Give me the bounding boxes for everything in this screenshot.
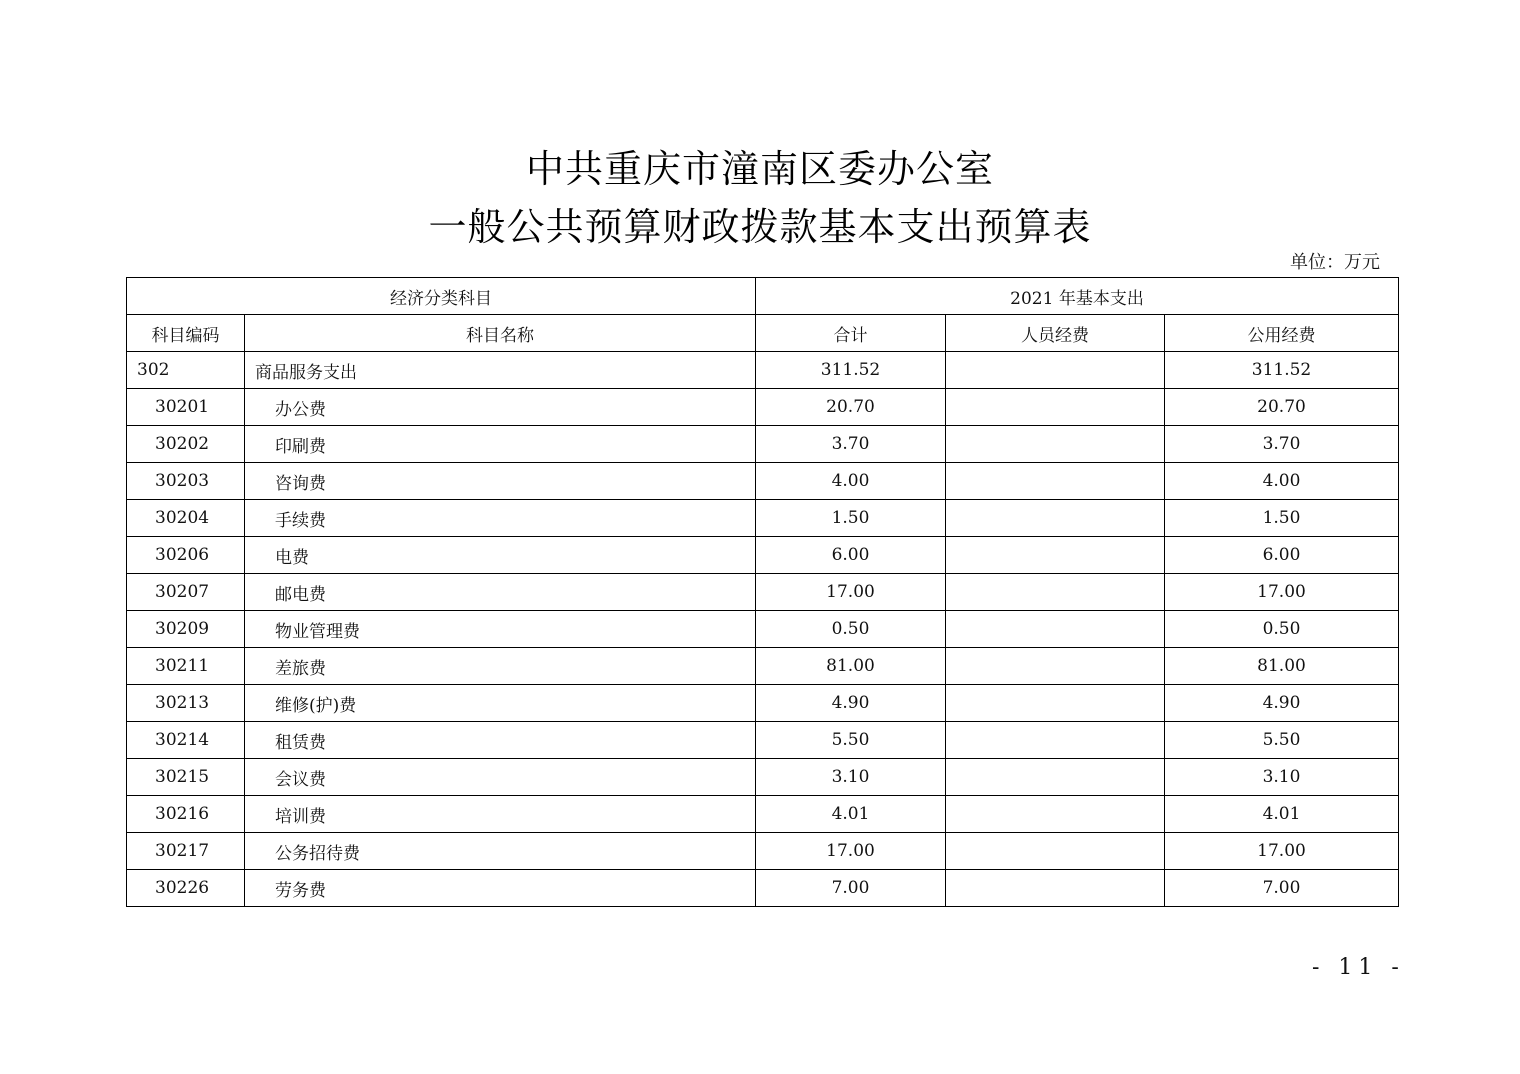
cell-name: 公务招待费 [245,833,756,870]
cell-public: 17.00 [1165,833,1399,870]
header-personnel: 人员经费 [946,315,1165,352]
cell-public: 6.00 [1165,537,1399,574]
cell-code: 30206 [127,537,245,574]
cell-public: 0.50 [1165,611,1399,648]
table-row [127,722,1399,759]
cell-code: 30203 [127,463,245,500]
cell-public: 4.90 [1165,685,1399,722]
table-row [127,389,1399,426]
cell-total: 6.00 [756,537,946,574]
table-row [127,870,1399,907]
cell-public: 311.52 [1165,352,1399,389]
cell-code: 30216 [127,796,245,833]
cell-public: 3.10 [1165,759,1399,796]
cell-public: 5.50 [1165,722,1399,759]
cell-total: 3.70 [756,426,946,463]
cell-name: 邮电费 [245,574,756,611]
cell-personnel [946,648,1165,685]
cell-name: 物业管理费 [245,611,756,648]
cell-name: 劳务费 [245,870,756,907]
cell-code: 302 [127,352,245,389]
header-public: 公用经费 [1165,315,1399,352]
cell-personnel [946,389,1165,426]
table-row [127,833,1399,870]
cell-code: 30214 [127,722,245,759]
cell-total: 17.00 [756,574,946,611]
cell-total: 4.90 [756,685,946,722]
header-name: 科目名称 [245,315,756,352]
cell-code: 30202 [127,426,245,463]
cell-code: 30213 [127,685,245,722]
group-header-2021: 2021 年基本支出 [756,278,1399,315]
table-row [127,648,1399,685]
cell-total: 5.50 [756,722,946,759]
cell-code: 30217 [127,833,245,870]
cell-personnel [946,796,1165,833]
cell-public: 4.00 [1165,463,1399,500]
header-total: 合计 [756,315,946,352]
cell-total: 1.50 [756,500,946,537]
cell-public: 81.00 [1165,648,1399,685]
cell-name: 会议费 [245,759,756,796]
cell-code: 30204 [127,500,245,537]
column-header-row [127,315,1399,352]
cell-name: 维修(护)费 [245,685,756,722]
cell-name: 差旅费 [245,648,756,685]
cell-name: 电费 [245,537,756,574]
cell-name: 手续费 [245,500,756,537]
cell-personnel [946,611,1165,648]
table-row [127,574,1399,611]
cell-total: 81.00 [756,648,946,685]
cell-total: 4.01 [756,796,946,833]
cell-personnel [946,574,1165,611]
table-row [127,537,1399,574]
cell-code: 30215 [127,759,245,796]
table-row [127,500,1399,537]
cell-total: 4.00 [756,463,946,500]
cell-personnel [946,500,1165,537]
table-row [127,685,1399,722]
cell-public: 17.00 [1165,574,1399,611]
cell-code: 30201 [127,389,245,426]
cell-personnel [946,685,1165,722]
cell-personnel [946,870,1165,907]
cell-total: 0.50 [756,611,946,648]
group-header-row [127,278,1399,315]
cell-code: 30226 [127,870,245,907]
table-row [127,426,1399,463]
table-row [127,463,1399,500]
cell-name: 印刷费 [245,426,756,463]
unit-label: 单位：万元 [1290,252,1380,273]
cell-public: 20.70 [1165,389,1399,426]
document-title-line2: 一般公共预算财政拨款基本支出预算表 [428,205,1092,249]
cell-public: 4.01 [1165,796,1399,833]
page-number: - 11 - [1312,955,1405,980]
cell-code: 30209 [127,611,245,648]
cell-name: 培训费 [245,796,756,833]
cell-name: 办公费 [245,389,756,426]
cell-public: 1.50 [1165,500,1399,537]
cell-personnel [946,537,1165,574]
cell-total: 20.70 [756,389,946,426]
cell-total: 17.00 [756,833,946,870]
cell-code: 30211 [127,648,245,685]
cell-personnel [946,463,1165,500]
cell-personnel [946,722,1165,759]
cell-total: 3.10 [756,759,946,796]
cell-name: 咨询费 [245,463,756,500]
table-row [127,611,1399,648]
document-title-line1: 中共重庆市潼南区委办公室 [525,147,994,191]
cell-code: 30207 [127,574,245,611]
budget-table [126,277,1399,907]
cell-total: 311.52 [756,352,946,389]
header-code: 科目编码 [127,315,245,352]
table-row [127,352,1399,389]
cell-personnel [946,426,1165,463]
cell-personnel [946,759,1165,796]
cell-name: 租赁费 [245,722,756,759]
cell-personnel [946,833,1165,870]
cell-public: 7.00 [1165,870,1399,907]
table-row [127,796,1399,833]
cell-name: 商品服务支出 [245,352,756,389]
cell-public: 3.70 [1165,426,1399,463]
group-header-economic: 经济分类科目 [127,278,756,315]
cell-personnel [946,352,1165,389]
cell-total: 7.00 [756,870,946,907]
table-row [127,759,1399,796]
